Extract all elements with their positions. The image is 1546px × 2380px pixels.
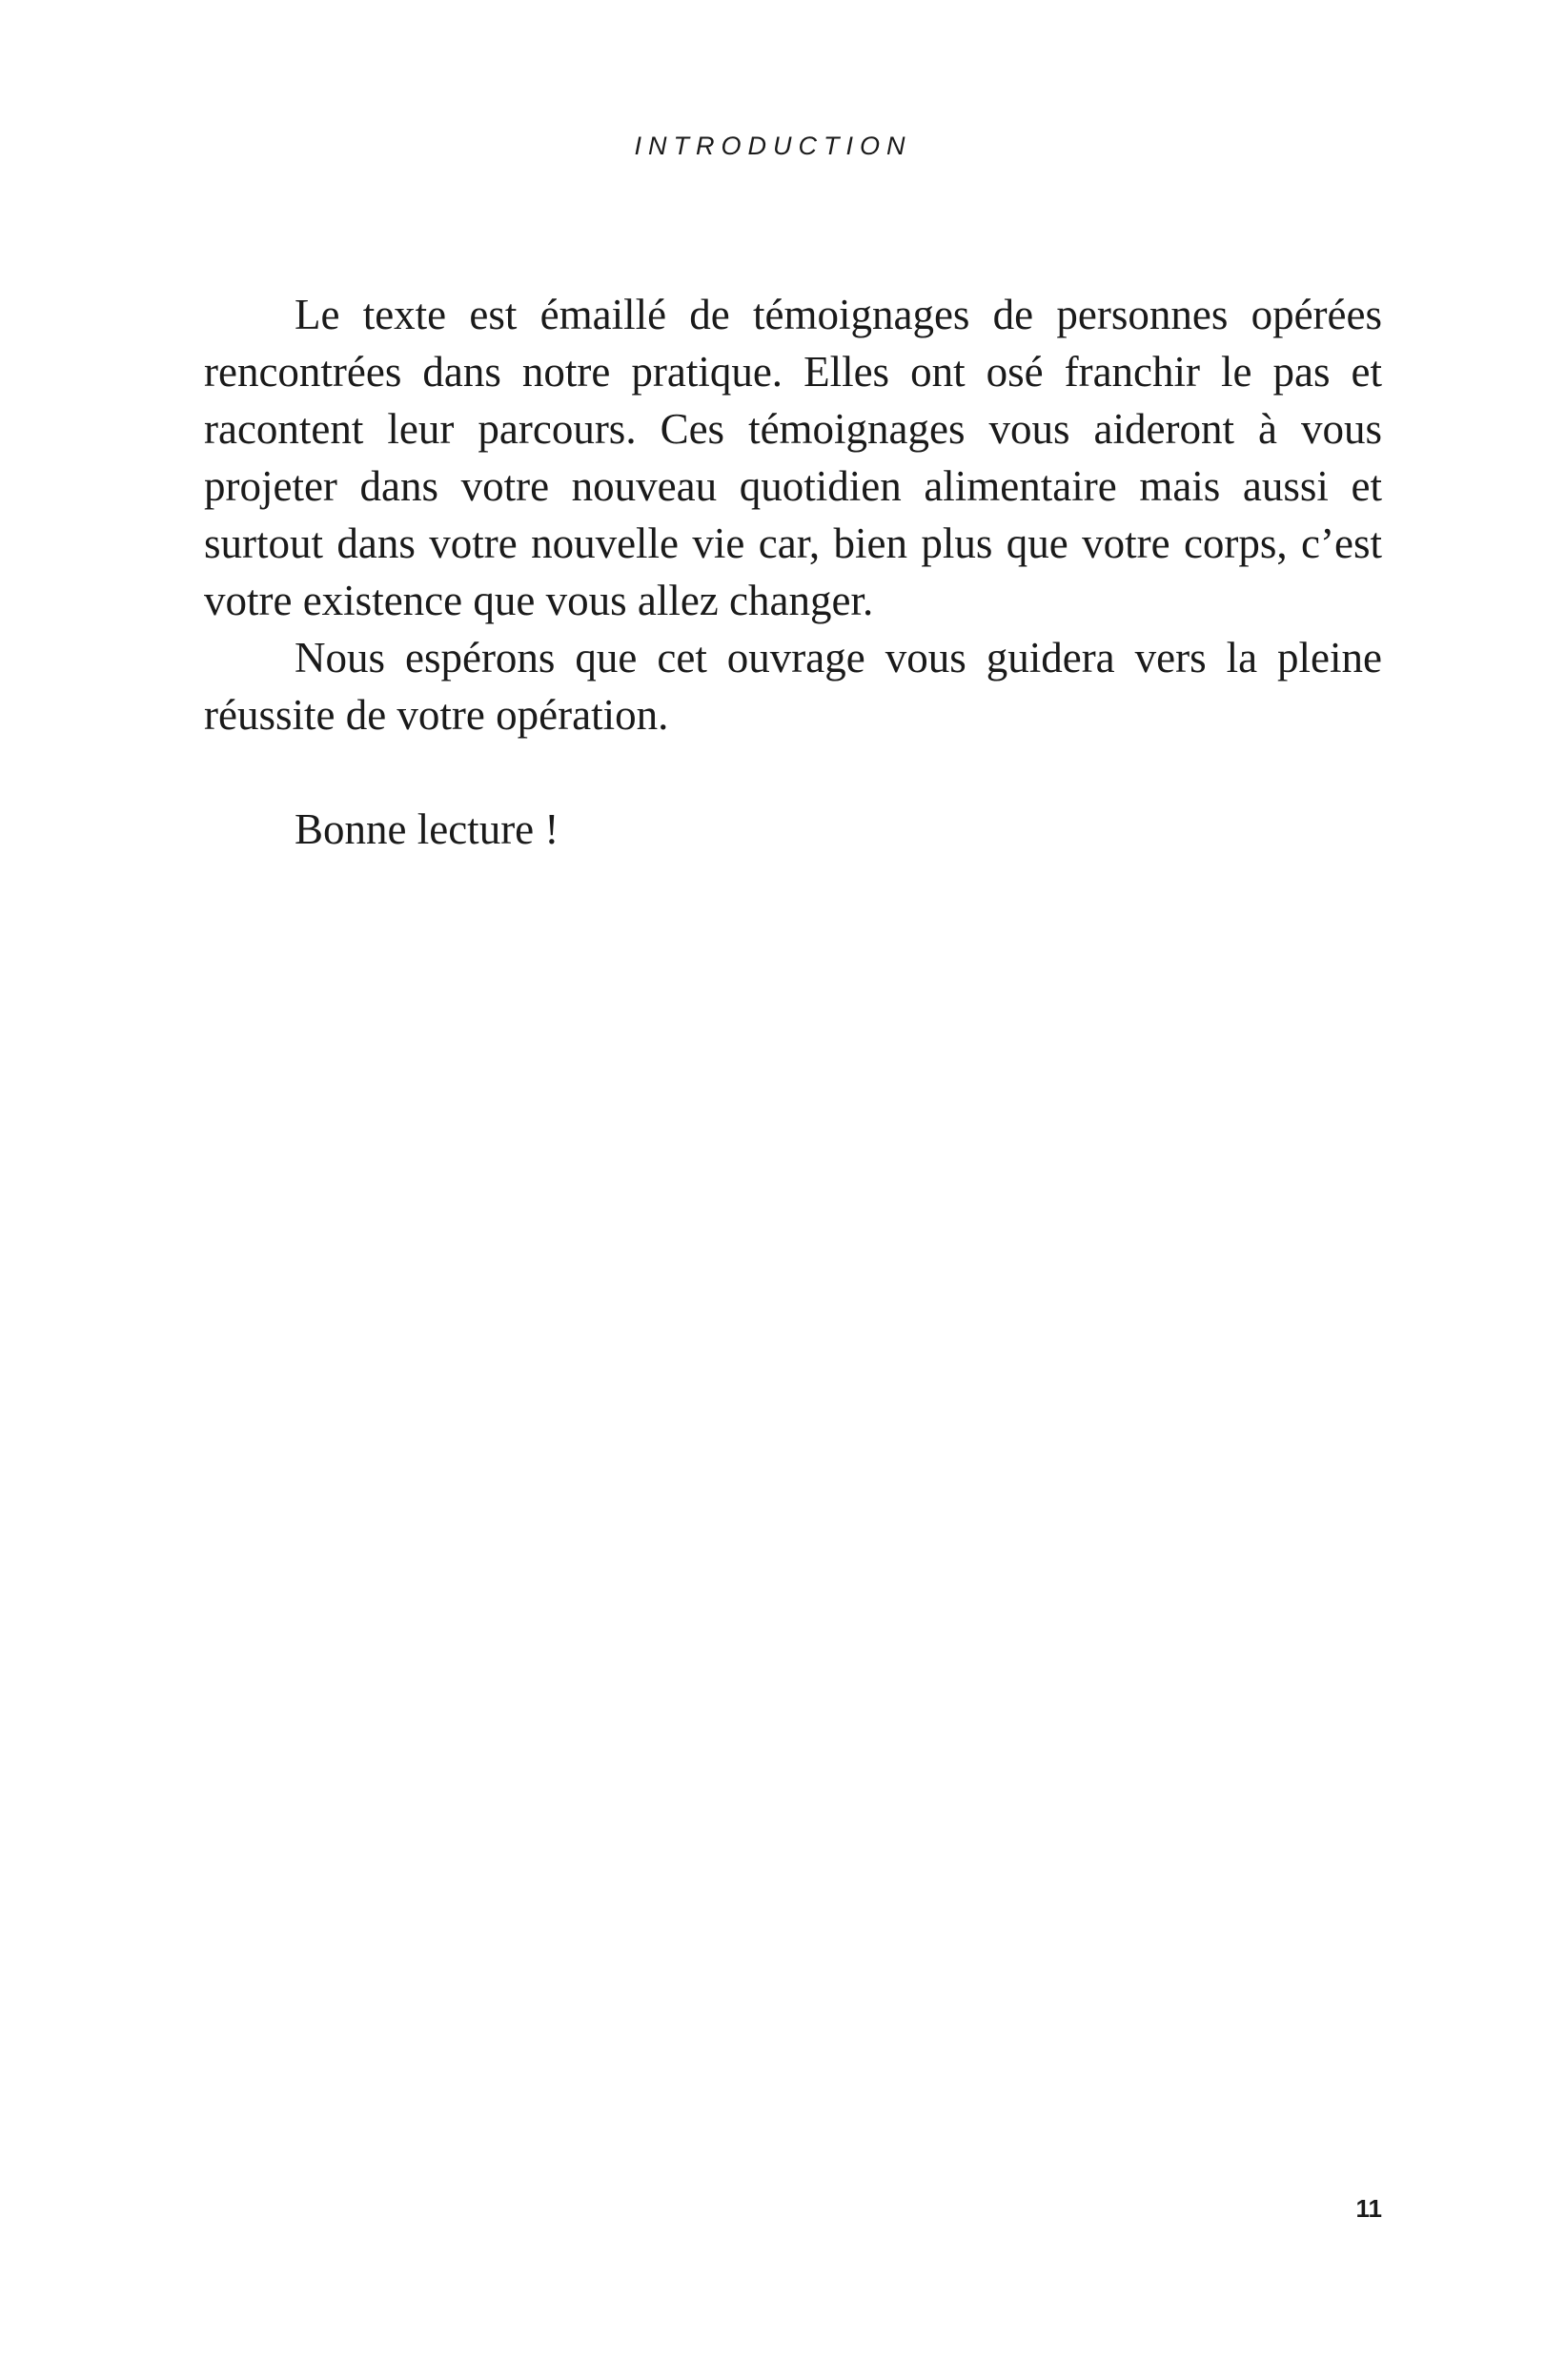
page-number: 11: [1355, 2194, 1382, 2223]
paragraph-testimonials: Le texte est émaillé de témoignages de personnes opérées rencontrées dans notre pratique. Elles ont osé franchir le pas et racontent leur parcours. Ces témoignages vous aideront à vous projeter dans votre nouveau quotidien alimentaire mais aussi et surtout dans votre nouvelle vie car, bien plus que votre corps, c’est votre existence que vous allez changer.: [204, 291, 1382, 624]
body-text: [204, 286, 1382, 858]
paragraph-hope: Nous espérons que cet ouvrage vous guidera vers la pleine réussite de votre opération.: [204, 634, 1382, 739]
paragraph-closing: Bonne lecture !: [295, 805, 559, 853]
running-head: INTRODUCTION: [634, 132, 912, 160]
